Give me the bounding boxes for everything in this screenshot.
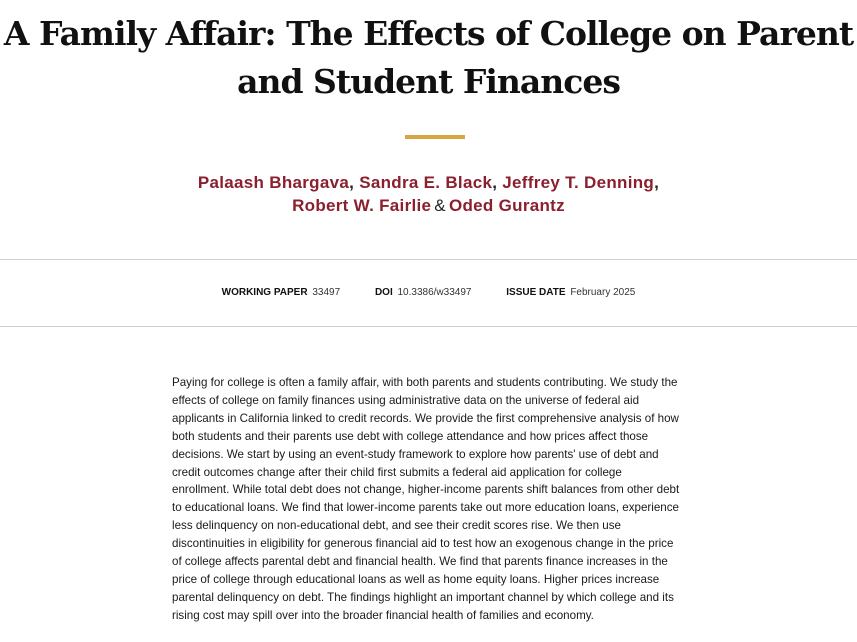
issue-date-label: ISSUE DATE [506, 287, 566, 298]
abstract-line: to educational loans. We find that lower-income parents take out more education loans, experience [172, 501, 679, 515]
abstract-line: credit outcomes change after their child first submits a federal aid application for college [172, 465, 622, 479]
abstract-line: rising cost may spill over into the broader financial health of families and economy. [172, 608, 594, 622]
author-link[interactable]: Robert W. Fairlie [292, 196, 432, 215]
abstract-line: price of college through educational loans as well as home equity loans. Higher prices increase [172, 572, 660, 586]
metadata-top-divider [0, 259, 857, 260]
author-ampersand: & [434, 196, 446, 215]
paper-title [0, 10, 857, 106]
abstract-line: applicants in California linked to credit records. We provide the first comprehensive analysis of how [172, 411, 679, 425]
abstract-line: parental delinquency on debt. The findings highlight an important channel by which college and its [172, 590, 674, 604]
doi-value: 10.3386/w33497 [397, 287, 472, 298]
abstract-line: both students and their parents use debt with college attendance and how prices affect those [172, 429, 649, 443]
author-separator: , [654, 173, 660, 192]
doi-label: DOI [374, 287, 393, 298]
paper-title-line: and Student Finances [237, 62, 620, 101]
abstract-line: effects of college on family finances using administrative data on the universe of federal aid [172, 393, 640, 407]
author-link[interactable]: Palaash Bhargava [197, 173, 350, 192]
author-list [0, 171, 857, 217]
abstract-text [172, 374, 700, 625]
paper-metadata [0, 286, 857, 300]
abstract-line: of college affects parental debt and financial health. We find that parents finance increases in the [172, 555, 668, 569]
issue-date-value: February 2025 [570, 287, 636, 298]
working-paper-number [222, 286, 341, 300]
author-line [0, 171, 857, 194]
author-separator: , [349, 173, 355, 192]
abstract-line: discontinuities in eligibility for generous financial aid to test how an exogenous change in the price [172, 537, 674, 551]
abstract-line: decisions. We start by using an event-study framework to explore how parents' use of debt and [172, 447, 659, 461]
author-link[interactable]: Oded Gurantz [448, 196, 565, 215]
abstract-line: less delinquency on non-educational debt, and see their credit scores rise. We then use [172, 519, 621, 533]
title-accent-rule [405, 135, 465, 139]
abstract-line: Paying for college is often a family affair, with both parents and students contributing. We study the [172, 376, 678, 389]
metadata-bottom-divider [0, 326, 857, 327]
author-line [0, 194, 857, 217]
author-separator: , [492, 173, 498, 192]
author-link[interactable]: Sandra E. Black [359, 173, 493, 192]
abstract-line: enrollment. While total debt does not change, higher-income parents shift balances from other debt [172, 483, 680, 497]
paper-title-line: A Family Affair: The Effects of College on Parent [3, 14, 854, 53]
working-paper-value: 33497 [312, 287, 341, 298]
author-link[interactable]: Jeffrey T. Denning [502, 173, 655, 192]
issue-date [506, 286, 635, 300]
working-paper-label: WORKING PAPER [221, 287, 308, 298]
doi [375, 286, 472, 300]
